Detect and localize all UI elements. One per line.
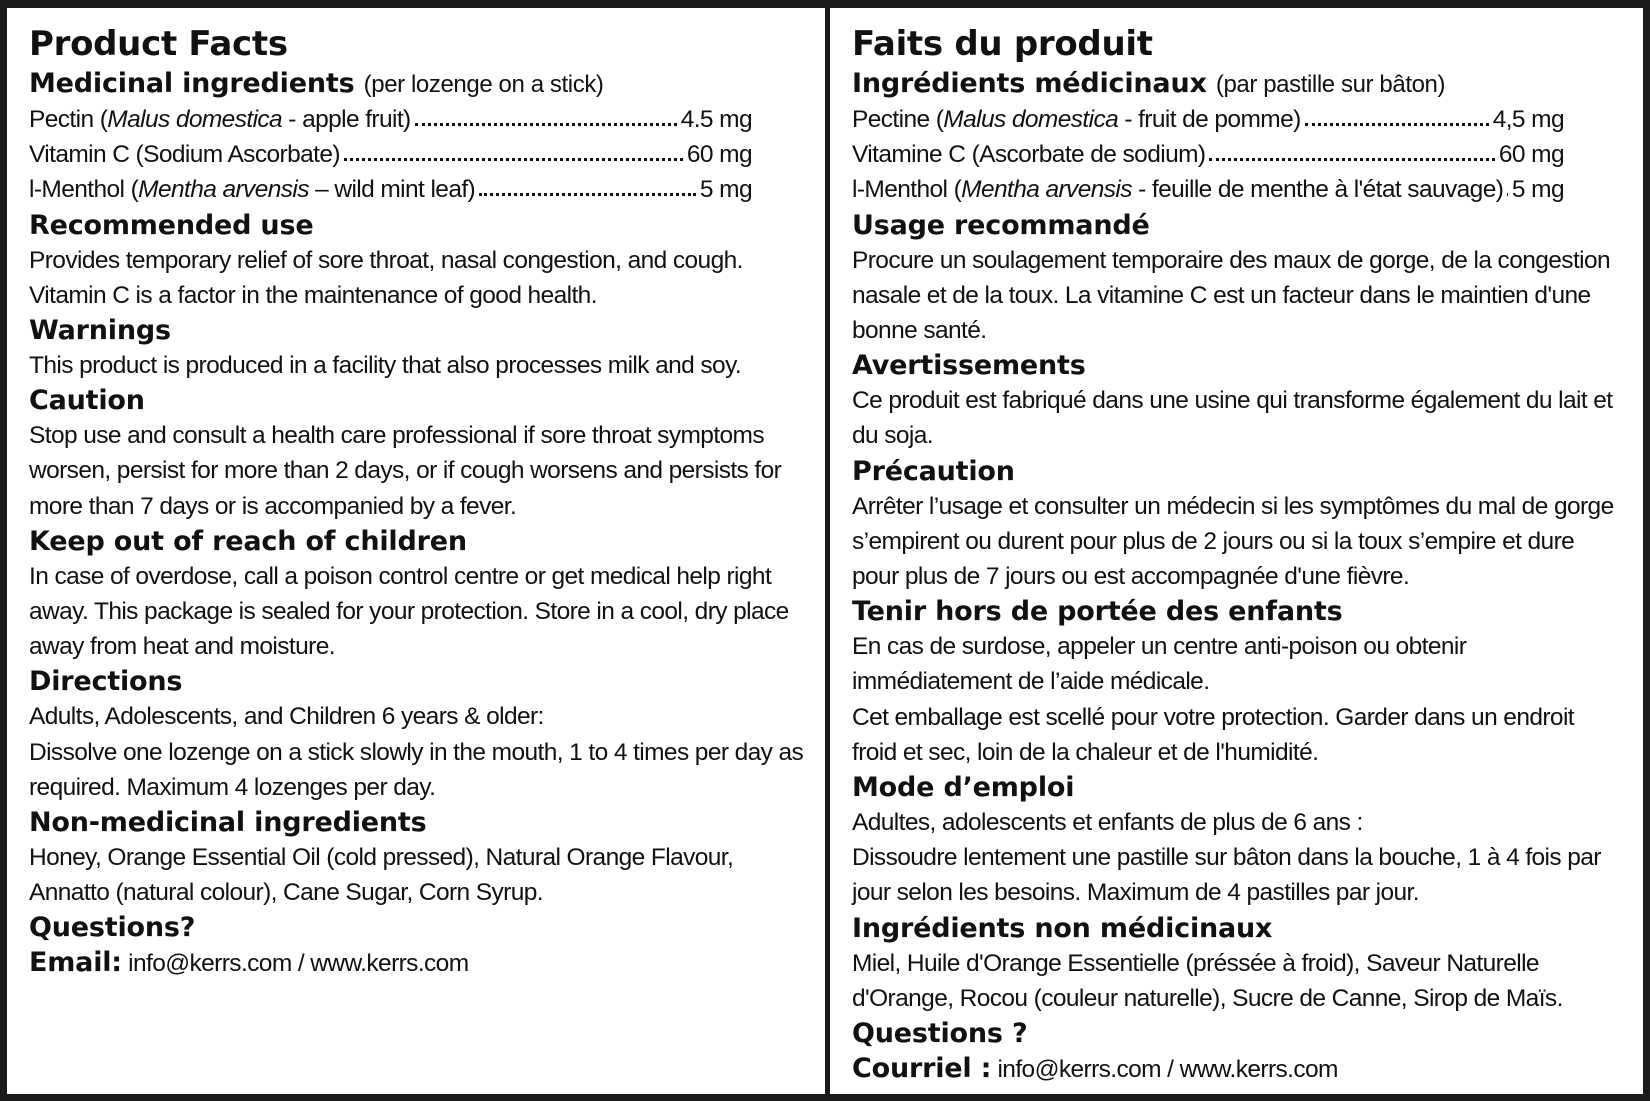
- directions-heading: Directions: [29, 666, 183, 698]
- ingredient-row: [29, 137, 752, 172]
- panel-title: Product Facts: [29, 24, 288, 64]
- ingredient-name: [29, 172, 475, 207]
- ingredient-row: [29, 102, 752, 137]
- recommended-use-heading: Recommended use: [29, 209, 314, 241]
- ingredient-name: [852, 172, 1503, 207]
- ingredient-amount: 4.5 mg: [680, 106, 752, 133]
- ingredient-name-part: - fruit de pomme): [1118, 106, 1301, 133]
- medicinal-ingredients-heading: [852, 66, 1623, 102]
- non-medicinal-ingredients-heading: Non-medicinal ingredients: [29, 807, 427, 839]
- english-panel: [7, 8, 830, 1094]
- ingredient-name-part: – wild mint leaf): [308, 176, 476, 204]
- email-value: info@kerrs.com / www.kerrs.com: [128, 950, 469, 978]
- heading-note: (par pastille sur bâton): [1215, 71, 1446, 98]
- questions-heading: Questions ?: [852, 1018, 1028, 1050]
- email-value: info@kerrs.com / www.kerrs.com: [997, 1056, 1338, 1084]
- recommended-use-text: Provides temporary relief of sore throat, nasal congestion, and cough. Vitamin C is a factor in the maintenance of good health.: [29, 246, 743, 309]
- storage-text: Cet emballage est scellé pour votre protection. Garder dans un endroit froid et sec, loin de la chaleur et de l'humidité.: [852, 703, 1575, 766]
- contact-line: [29, 945, 805, 981]
- non-medicinal-ingredients-text: Miel, Huile d'Orange Essentielle (préssée à froid), Saveur Naturelle d'Orange, Rocou (couleur naturelle), Sucre de Canne, Sirop de Maïs.: [852, 949, 1563, 1012]
- ingredient-amount: 60 mg: [686, 141, 752, 169]
- ingredient-name-part: Vitamine C (Ascorbate de sodium): [852, 141, 1206, 169]
- panel-title: Faits du produit: [852, 24, 1153, 64]
- email-label: Email:: [29, 947, 122, 979]
- ingredient-row: [852, 137, 1564, 172]
- warnings-heading: Warnings: [29, 315, 171, 347]
- ingredient-name: [29, 137, 340, 172]
- non-medicinal-ingredients-heading: Ingrédients non médicinaux: [852, 912, 1273, 944]
- keep-out-of-reach-heading: Tenir hors de portée des enfants: [852, 596, 1343, 628]
- warnings-text: This product is produced in a facility that also processes milk and soy.: [29, 352, 742, 380]
- recommended-use-heading: Usage recommandé: [852, 209, 1150, 241]
- french-panel: [830, 8, 1643, 1094]
- ingredient-latin-name: Malus domestica: [107, 106, 283, 133]
- ingredient-latin-name: Malus domestica: [943, 106, 1119, 133]
- ingredient-name: [852, 102, 1301, 137]
- warnings-heading: Avertissements: [852, 350, 1086, 382]
- caution-text: Stop use and consult a health care professional if sore throat symptoms worsen, persist for more than 2 days, or if cough worsens and persists for more than 7 days or is accompanied by a fever.: [29, 422, 782, 520]
- ingredient-latin-name: Mentha arvensis: [961, 176, 1132, 204]
- dot-leader: [1305, 117, 1489, 127]
- dot-leader: [1209, 152, 1494, 162]
- keep-out-of-reach-heading: Keep out of reach of children: [29, 525, 467, 557]
- recommended-use-text: Procure un soulagement temporaire des maux de gorge, de la congestion nasale et de la toux. La vitamine C est un facteur dans le maintien d'une bonne santé.: [852, 246, 1611, 345]
- ingredient-name-part: l-Menthol (: [852, 176, 962, 204]
- dot-leader: [479, 187, 696, 197]
- directions-text: Dissolve one lozenge on a stick slowly in the mouth, 1 to 4 times per day as required. Maximum 4 lozenges per day.: [29, 738, 804, 801]
- directions-audience: Adultes, adolescents et enfants de plus de 6 ans :: [852, 809, 1363, 837]
- ingredient-row: [852, 172, 1564, 207]
- caution-heading: Caution: [29, 385, 145, 417]
- caution-text: Arrêter l’usage et consulter un médecin si les symptômes du mal de gorge s’empirent ou durent pour plus de 2 jours ou si la toux s’empire et dure pour plus de 7 jours ou est accompagnée d'une fièvre.: [852, 492, 1614, 591]
- ingredient-name: [852, 137, 1205, 172]
- medicinal-ingredients-heading: [29, 66, 805, 102]
- ingredient-amount: 5 mg: [699, 176, 752, 204]
- contact-line: [852, 1051, 1623, 1087]
- warnings-text: Ce produit est fabriqué dans une usine qui transforme également du lait et du soja.: [852, 387, 1613, 450]
- dot-leader: [1507, 187, 1508, 197]
- ingredient-amount: 5 mg: [1511, 176, 1564, 204]
- ingredient-name-part: - feuille de menthe à l'état sauvage): [1131, 176, 1504, 204]
- dot-leader: [415, 117, 677, 127]
- directions-heading: Mode d’emploi: [852, 772, 1075, 804]
- directions-text: Dissoudre lentement une pastille sur bâton dans la bouche, 1 à 4 fois par jour selon les besoins. Maximum de 4 pastilles par jour.: [852, 844, 1601, 907]
- keep-out-of-reach-text: En cas de surdose, appeler un centre anti-poison ou obtenir immédiatement de l’aide médicale.: [852, 633, 1467, 696]
- ingredient-amount: 4,5 mg: [1492, 106, 1564, 133]
- dot-leader: [344, 152, 683, 162]
- ingredient-name-part: - apple fruit): [282, 106, 411, 133]
- ingredient-name: [29, 102, 411, 137]
- email-label: Courriel :: [852, 1053, 992, 1085]
- ingredient-row: [29, 172, 752, 207]
- heading-text: Medicinal ingredients: [29, 68, 355, 99]
- ingredient-name-part: Pectine (: [852, 106, 944, 133]
- ingredient-row: [852, 102, 1564, 137]
- directions-audience: Adults, Adolescents, and Children 6 years & older:: [29, 703, 544, 731]
- ingredient-name-part: Vitamin C (Sodium Ascorbate): [29, 141, 340, 169]
- ingredient-name-part: Pectin (: [29, 106, 108, 133]
- ingredient-amount: 60 mg: [1498, 141, 1564, 169]
- heading-text: Ingrédients médicinaux: [852, 68, 1207, 99]
- ingredient-latin-name: Mentha arvensis: [138, 176, 309, 204]
- non-medicinal-ingredients-text: Honey, Orange Essential Oil (cold pressed), Natural Orange Flavour, Annatto (natural colour), Cane Sugar, Corn Syrup.: [29, 844, 734, 907]
- questions-heading: Questions?: [29, 912, 196, 944]
- keep-out-of-reach-text: In case of overdose, call a poison control centre or get medical help right away. This package is sealed for your protection. Store in a cool, dry place away from heat and moisture.: [29, 562, 789, 661]
- heading-note: (per lozenge on a stick): [363, 71, 604, 98]
- ingredient-name-part: l-Menthol (: [29, 176, 139, 204]
- caution-heading: Précaution: [852, 455, 1015, 487]
